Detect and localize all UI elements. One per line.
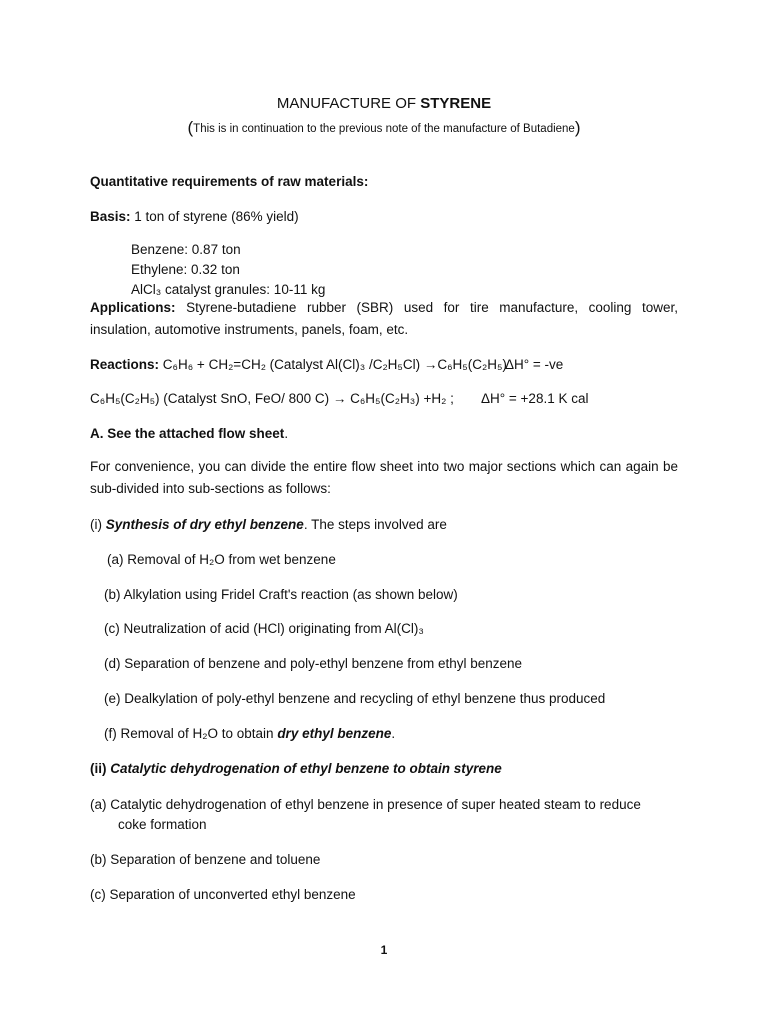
page-title	[0, 95, 768, 112]
section-2-heading	[90, 760, 502, 778]
title-bold: STYRENE	[420, 95, 492, 112]
step-2c: (c) Separation of unconverted ethyl benzene	[90, 887, 356, 902]
step-1a: (a) Removal of H₂O from wet benzene	[107, 552, 336, 567]
step-1b: (b) Alkylation using Fridel Craft's reaction (as shown below)	[104, 587, 458, 602]
section-1-heading	[90, 516, 447, 534]
subtitle-close: )	[574, 118, 581, 137]
section-1-title: Synthesis of dry ethyl benzene	[105, 517, 304, 532]
flow-sheet-rest: .	[284, 426, 289, 441]
section-2-num: (ii)	[90, 761, 111, 776]
step-1d: (d) Separation of benzene and poly-ethyl benzene from ethyl benzene	[104, 656, 523, 671]
reaction-2-equation: C₆H₅(C₂H₅) (Catalyst SnO, FeO/ 800 C) → C₆H₅(C₂H₃) +H₂ ;	[90, 391, 454, 406]
reaction-2-enthalpy: ΔH° = +28.1 K cal	[481, 391, 589, 406]
subtitle	[0, 118, 768, 138]
reaction-1-enthalpy: ΔH° = -ve	[505, 357, 564, 372]
step-1f-suffix: .	[391, 726, 396, 741]
material-benzene: Benzene: 0.87 ton	[131, 242, 241, 257]
subtitle-open: (	[187, 118, 194, 137]
subtitle-text: This is in continuation to the previous note of the manufacture of Butadiene	[193, 123, 575, 135]
flow-sheet-bold: A. See the attached flow sheet	[90, 426, 285, 441]
section-1-rest: . The steps involved are	[303, 517, 447, 532]
applications	[90, 297, 678, 341]
step-2b: (b) Separation of benzene and toluene	[90, 852, 321, 867]
material-ethylene: Ethylene: 0.32 ton	[131, 262, 240, 277]
section-2-title: Catalytic dehydrogenation of ethyl benzene to obtain styrene	[110, 761, 502, 776]
step-1f-bold: dry ethyl benzene	[277, 726, 392, 741]
quant-heading: Quantitative requirements of raw materials:	[90, 174, 369, 189]
applications-text: Styrene-butadiene rubber (SBR) used for tire manufacture, cooling tower, insulation, automotive instruments, panels, foam, etc.	[90, 300, 678, 337]
step-2a-line1: (a) Catalytic dehydrogenation of ethyl benzene in presence of super heated steam to reduce	[90, 797, 641, 812]
step-1e: (e) Dealkylation of poly-ethyl benzene and recycling of ethyl benzene thus produced	[104, 691, 606, 706]
reactions-label: Reactions:	[90, 357, 160, 372]
step-1c: (c) Neutralization of acid (HCl) originating from Al(Cl)₃	[104, 621, 424, 636]
step-1f	[104, 725, 395, 743]
material-alcl3: AlCl₃ catalyst granules: 10-11 kg	[131, 282, 326, 297]
step-2a-line2: coke formation	[118, 817, 207, 832]
step-2a	[90, 794, 678, 815]
intro-paragraph: For convenience, you can divide the entire flow sheet into two major sections which can again be sub-divided into sub-sections as follows:	[90, 459, 678, 496]
page-number: 1	[380, 943, 388, 957]
basis-text: 1 ton of styrene (86% yield)	[130, 209, 299, 224]
step-1f-prefix: (f) Removal of H₂O to obtain	[104, 726, 278, 741]
section-1-num: (i)	[90, 517, 106, 532]
reaction-1-equation: C₆H₆ + CH₂=CH₂ (Catalyst Al(Cl)₃ /C₂H₅Cl) →C₆H₅(C₂H₅)	[162, 357, 507, 372]
title-prefix: MANUFACTURE OF	[276, 95, 421, 112]
flow-sheet-note	[90, 425, 288, 443]
applications-label: Applications:	[90, 300, 176, 315]
reaction-1	[90, 356, 507, 374]
basis	[90, 208, 299, 226]
basis-label: Basis:	[90, 209, 131, 224]
